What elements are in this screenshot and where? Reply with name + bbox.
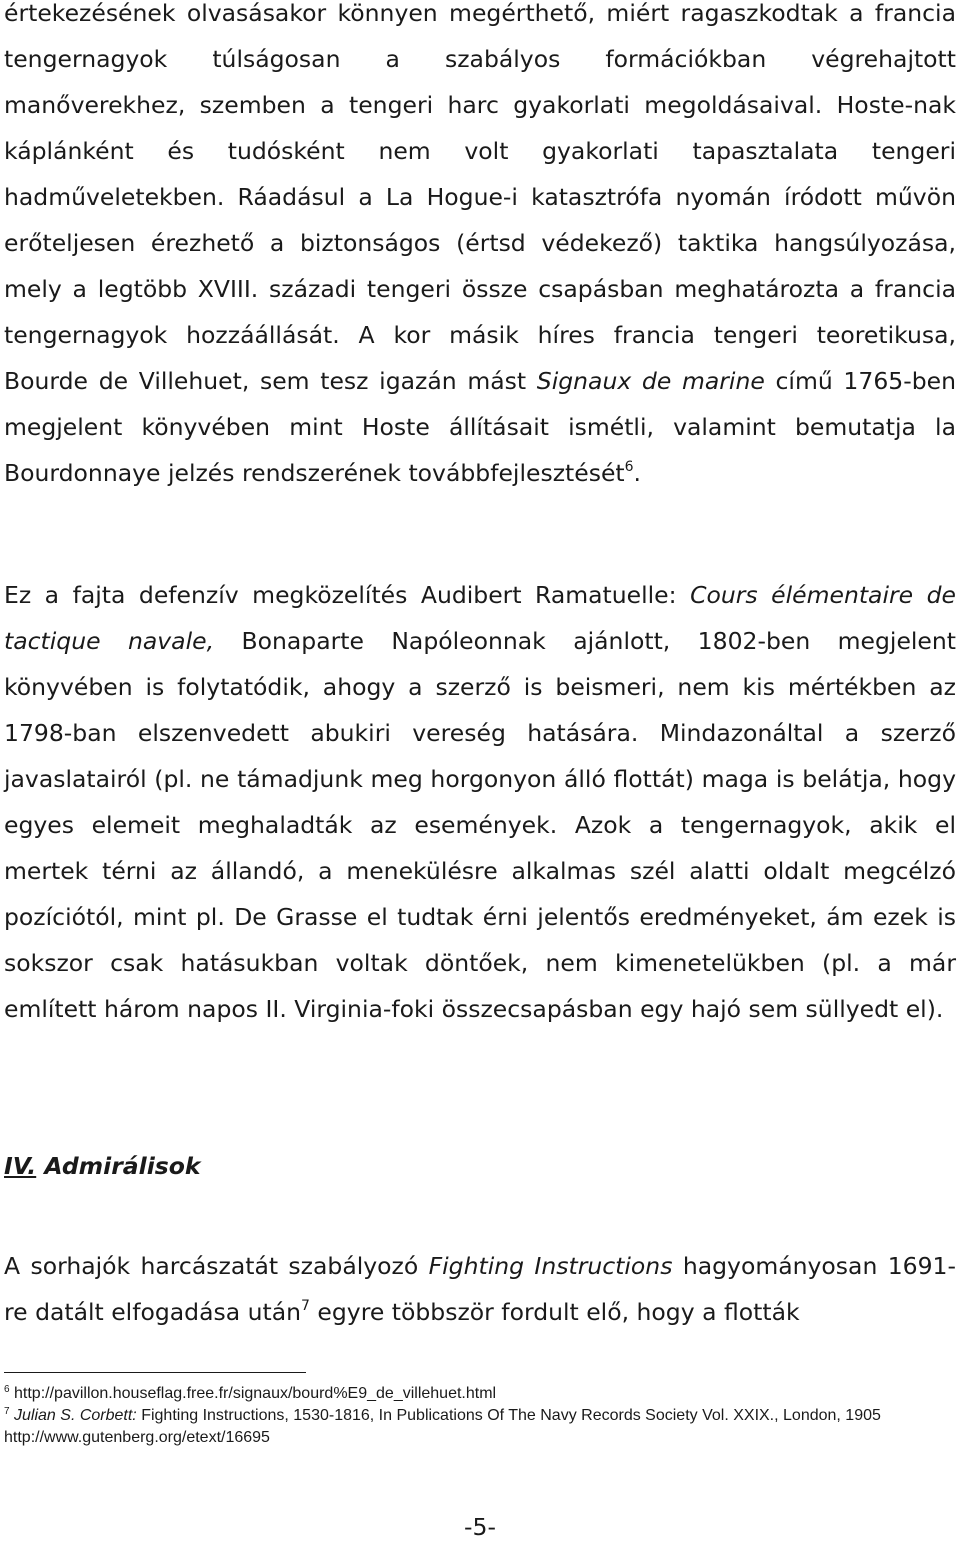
paragraph-3 [4, 1243, 956, 1335]
footnote-6-link[interactable]: http://pavillon.houseflag.free.fr/signaux/bourd%E9_de_villehuet.html [14, 1385, 497, 1402]
footnote-7-text: Fighting Instructions, 1530-1816, In Publications Of The Navy Records Society Vol. XXIX., London, 1905 http://www.gutenberg.org/etext/16695 [4, 1407, 881, 1446]
paragraph-1-end: . [633, 459, 642, 487]
section-heading [4, 1152, 201, 1180]
paragraph-3-text: A sorhajók harcászatát szabályozó [4, 1252, 419, 1280]
paragraph-2-italic-title: Cours élémentaire de tactique navale, [4, 581, 956, 655]
paragraph-3-end: egyre többször fordult elő, hogy a flották [317, 1298, 800, 1326]
footnote-7 [4, 1405, 956, 1449]
paragraph-1-text-cont: című 1765-ben megjelent könyvében mint Hoste állításait ismétli, valamint bemutatja la Bourdonnaye jelzés rendszerének továbbfejlesztését [4, 367, 956, 487]
footnote-ref-6[interactable]: 6 [624, 459, 634, 475]
paragraph-2-text: Ez a fajta defenzív megközelítés Audibert Ramatuelle: [4, 581, 677, 609]
footnote-7-author: Julian S. Corbett: [14, 1407, 137, 1424]
paragraph-1-italic-title: Signaux de marine [536, 367, 765, 395]
section-title: Admirálisok [44, 1152, 201, 1180]
footnote-6 [4, 1383, 956, 1405]
page-number: -5- [464, 1513, 496, 1541]
paragraph-2 [4, 572, 956, 1032]
footnote-ref-7[interactable]: 7 [301, 1298, 310, 1314]
paragraph-3-text-cont: hagyományosan 1691-re datált elfogadása után [4, 1252, 956, 1326]
section-number: IV. [4, 1152, 37, 1180]
paragraph-1-text: értekezésének olvasásakor könnyen megérthető, miért ragaszkodtak a francia tengernagyok túlságosan a szabályos formációkban végrehajtott manőverekhez, szemben a tengeri harc gyakorlati megoldásaival. Hoste-nak káplánként és tudósként nem volt gyakorlati tapasztalata tengeri hadműveletekben. Ráadásul a La Hogue-i katasztrófa nyomán íródott művön erőteljesen érezhető a biztonságos (értsd védekező) taktika hangsúlyozása, mely a legtöbb XVIII. századi tengeri össze csapásban meghatározta a francia tengernagyok hozzáállását. A kor másik híres francia tengeri teoretikusa, Bourde de Villehuet, sem tesz igazán mást [4, 0, 956, 395]
footnote-6-number: 6 [4, 1384, 10, 1395]
footnote-separator [4, 1372, 306, 1373]
paragraph-3-italic-title: Fighting Instructions [428, 1252, 673, 1280]
paragraph-1 [4, 0, 956, 496]
footnote-7-number: 7 [4, 1406, 10, 1417]
paragraph-2-text-cont: Bonaparte Napóleonnak ajánlott, 1802-ben megjelent könyvében is folytatódik, ahogy a szerző is beismeri, nem kis mértékben az 1798-ban elszenvedett abukiri vereség hatására. Mindazonáltal a szerző javaslatairól (pl. ne támadjunk meg horgonyon álló flottát) maga is belátja, hogy egyes elemeit meghaladták az események. Azok a tengernagyok, akik el mertek térni az állandó, a menekülésre alkalmas szél alatti oldalt megcélzó pozíciótól, mint pl. De Grasse el tudtak érni jelentős eredményeket, ám ezek is sokszor csak hatásukban voltak döntőek, nem kimenetelükben (pl. a már említett három napos II. Virginia-foki összecsapásban egy hajó sem süllyedt el). [4, 627, 957, 1023]
